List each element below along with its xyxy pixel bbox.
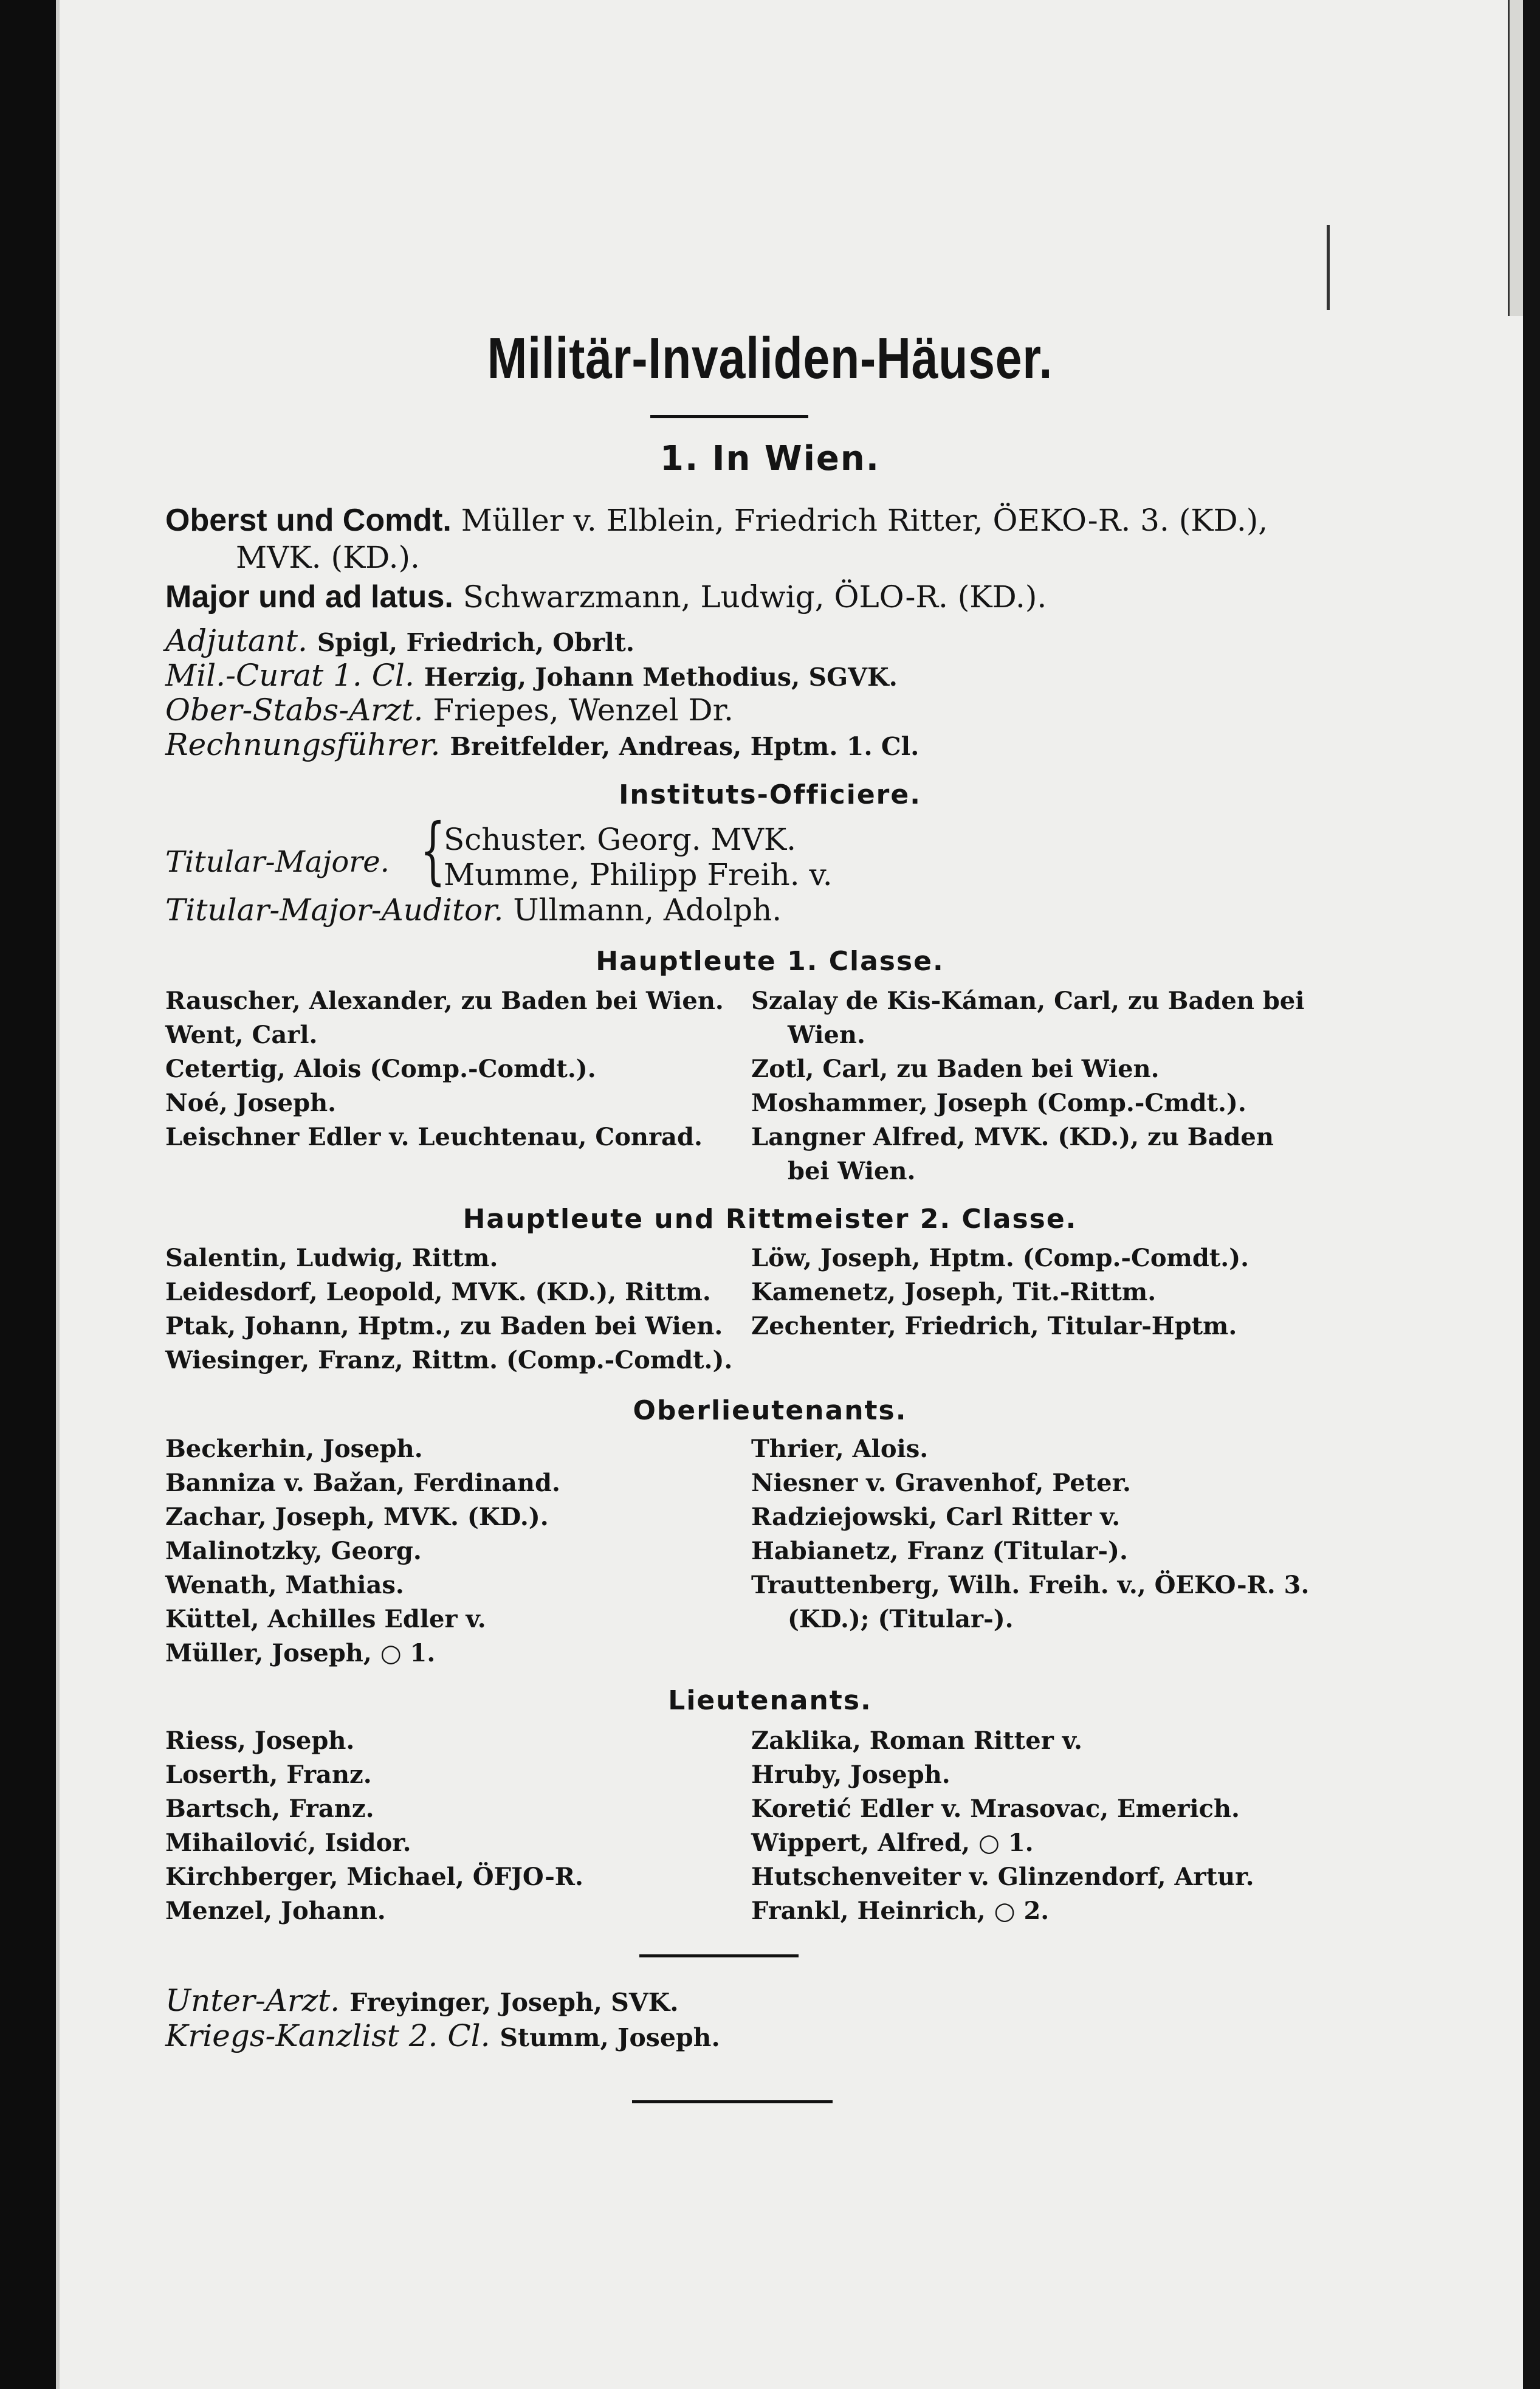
list-item: Kirchberger, Michael, ÖFJO-R. <box>165 1863 583 1891</box>
oberlieutenants-heading: Oberlieutenants. <box>633 1395 907 1426</box>
list-item: Banniza v. Bažan, Ferdinand. <box>165 1469 560 1497</box>
list-item: Szalay de Kis-Káman, Carl, zu Baden bei <box>751 987 1305 1015</box>
staff-oberst <box>165 502 1268 539</box>
staff-curat <box>165 658 898 693</box>
list-item: Trauttenberg, Wilh. Freih. v., ÖEKO-R. 3. <box>751 1571 1310 1599</box>
list-item: Noé, Joseph. <box>165 1089 337 1117</box>
kanzlist-text: Stumm, Joseph. <box>500 2023 720 2052</box>
list-item: Wiesinger, Franz, Rittm. (Comp.-Comdt.). <box>165 1346 733 1374</box>
brace-icon: { <box>420 808 446 893</box>
list-item: Malinotzky, Georg. <box>165 1537 422 1565</box>
list-item: Hutschenveiter v. Glinzendorf, Artur. <box>751 1863 1254 1891</box>
hauptleute1-heading: Hauptleute 1. Classe. <box>596 946 944 977</box>
title-rule <box>650 415 808 418</box>
staff-oberst-cont: MVK. (KD.). <box>236 540 420 575</box>
oberst-label: Oberst und Comdt. <box>165 503 452 538</box>
list-item: Koretić Edler v. Mrasovac, Emerich. <box>751 1794 1240 1823</box>
page-title: Militär-Invaliden-Häuser. <box>487 326 1053 391</box>
staff-major <box>165 579 1047 615</box>
section-heading-wien: 1. In Wien. <box>659 439 881 478</box>
list-item: Radziejowski, Carl Ritter v. <box>751 1503 1121 1531</box>
list-item: Cetertig, Alois (Comp.-Comdt.). <box>165 1055 596 1083</box>
list-item: Löw, Joseph, Hptm. (Comp.-Comdt.). <box>751 1244 1250 1272</box>
staff-arzt <box>165 692 734 728</box>
list-item: Riess, Joseph. <box>165 1726 355 1755</box>
titular-majore-label: Titular-Majore. <box>165 845 390 879</box>
list-item: Habianetz, Franz (Titular-). <box>751 1537 1128 1565</box>
major-text: Schwarzmann, Ludwig, ÖLO-R. (KD.). <box>462 579 1047 615</box>
arzt-label: Ober-Stabs-Arzt. <box>165 692 424 728</box>
list-item: Zechenter, Friedrich, Titular-Hptm. <box>751 1312 1237 1340</box>
hauptleute2-heading: Hauptleute und Rittmeister 2. Classe. <box>462 1204 1078 1235</box>
list-item: Thrier, Alois. <box>751 1435 929 1463</box>
list-item: Zachar, Joseph, MVK. (KD.). <box>165 1503 549 1531</box>
list-item: Salentin, Ludwig, Rittm. <box>165 1244 498 1272</box>
list-item: Küttel, Achilles Edler v. <box>165 1605 486 1633</box>
list-item: bei Wien. <box>788 1157 916 1185</box>
adjutant-text: Spigl, Friedrich, Obrlt. <box>317 628 635 657</box>
list-item: Went, Carl. <box>165 1021 318 1049</box>
list-item: Loserth, Franz. <box>165 1760 372 1789</box>
list-item: Leischner Edler v. Leuchtenau, Conrad. <box>165 1123 703 1151</box>
curat-text: Herzig, Johann Methodius, SGVK. <box>424 663 898 692</box>
list-item: Wenath, Mathias. <box>165 1571 404 1599</box>
auditor-text: Ullmann, Adolph. <box>513 892 782 928</box>
list-item: Wien. <box>788 1021 865 1049</box>
list-item: Zaklika, Roman Ritter v. <box>751 1726 1082 1755</box>
adjutant-label: Adjutant. <box>165 623 308 658</box>
institut-heading: Instituts-Officiere. <box>619 779 921 810</box>
list-item: Mihailović, Isidor. <box>165 1829 411 1857</box>
titular-major-1: Schuster. Georg. MVK. <box>444 822 797 857</box>
page-edge-left <box>0 0 56 2389</box>
list-item: Kamenetz, Joseph, Tit.-Rittm. <box>751 1278 1157 1306</box>
list-item: Bartsch, Franz. <box>165 1794 374 1823</box>
list-item: Moshammer, Joseph (Comp.-Cmdt.). <box>751 1089 1246 1117</box>
list-item: Ptak, Johann, Hptm., zu Baden bei Wien. <box>165 1312 723 1340</box>
unterarzt-label: Unter-Arzt. <box>165 1983 340 2018</box>
list-item: Hruby, Joseph. <box>751 1760 950 1789</box>
oberst-text: Müller v. Elblein, Friedrich Ritter, ÖEKO-R. 3. (KD.), <box>461 503 1268 538</box>
list-item: (KD.); (Titular-). <box>788 1605 1014 1633</box>
titular-auditor <box>165 892 782 928</box>
list-item: Zotl, Carl, zu Baden bei Wien. <box>751 1055 1160 1083</box>
list-item: Frankl, Heinrich, ○ 2. <box>751 1897 1050 1925</box>
rechnung-text: Breitfelder, Andreas, Hptm. 1. Cl. <box>450 732 920 761</box>
list-item: Beckerhin, Joseph. <box>165 1435 423 1463</box>
list-item: Niesner v. Gravenhof, Peter. <box>751 1469 1131 1497</box>
arzt-text: Friepes, Wenzel Dr. <box>433 692 734 728</box>
kanzlist-label: Kriegs-Kanzlist 2. Cl. <box>165 2018 490 2053</box>
list-item: Wippert, Alfred, ○ 1. <box>751 1829 1034 1857</box>
lieutenants-heading: Lieutenants. <box>668 1685 872 1716</box>
rechnung-label: Rechnungsführer. <box>165 727 441 762</box>
margin-mark <box>1327 225 1330 310</box>
footer-kanzlist <box>165 2018 720 2053</box>
list-item: Langner Alfred, MVK. (KD.), zu Baden <box>751 1123 1274 1151</box>
titular-major-2: Mumme, Philipp Freih. v. <box>444 857 833 892</box>
list-item: Rauscher, Alexander, zu Baden bei Wien. <box>165 987 724 1015</box>
end-rule <box>632 2100 833 2103</box>
major-label: Major und ad latus. <box>165 579 453 615</box>
list-item: Müller, Joseph, ○ 1. <box>165 1639 436 1667</box>
footer-unterarzt <box>165 1983 679 2018</box>
auditor-label: Titular-Major-Auditor. <box>165 892 504 928</box>
section-rule <box>639 1954 799 1957</box>
list-item: Menzel, Johann. <box>165 1897 386 1925</box>
unterarzt-text: Freyinger, Joseph, SVK. <box>349 1988 679 2017</box>
page-gutter-line <box>56 0 60 2389</box>
staff-rechnung <box>165 727 919 762</box>
page-edge-right <box>1523 0 1540 2389</box>
staff-adjutant <box>165 623 634 658</box>
curat-label: Mil.-Curat 1. Cl. <box>165 658 414 693</box>
page-edge-strip <box>1508 0 1523 316</box>
list-item: Leidesdorf, Leopold, MVK. (KD.), Rittm. <box>165 1278 711 1306</box>
